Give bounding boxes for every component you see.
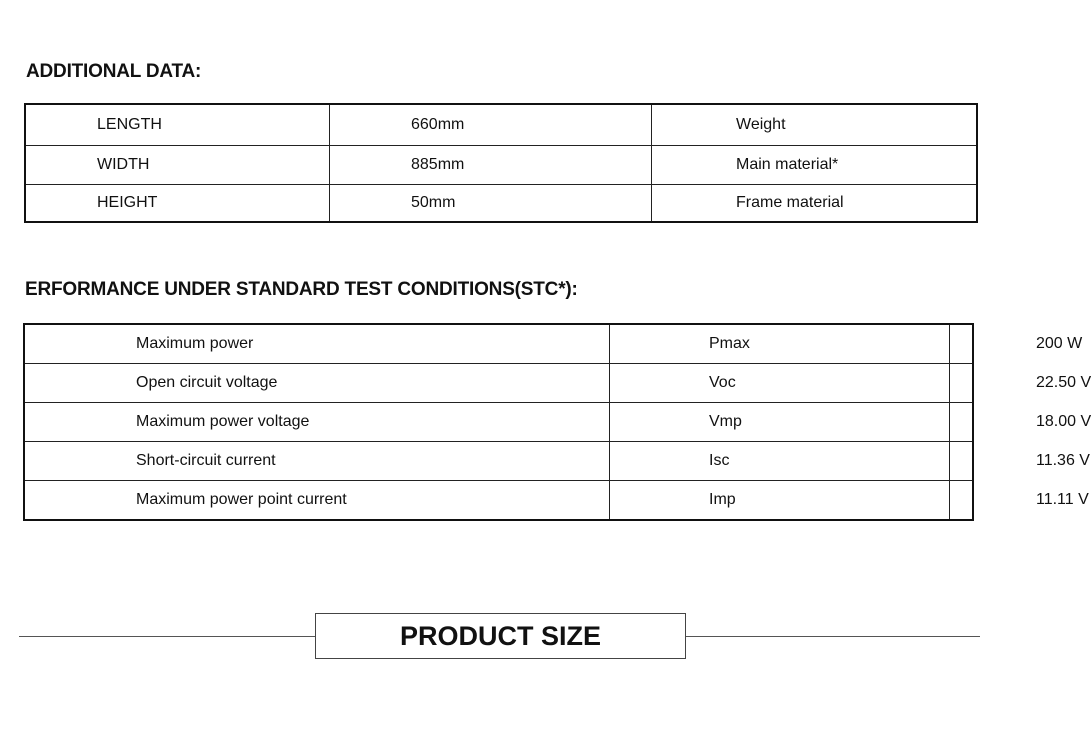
spec-value: 50mm (330, 185, 652, 223)
spec-label: HEIGHT (25, 185, 330, 223)
divider-line (685, 636, 980, 637)
spec-value: 885mm (330, 146, 652, 185)
table-row (24, 442, 973, 481)
table-row (24, 403, 973, 442)
parameter-value: 11.36 V (950, 442, 974, 481)
spec-label: WIDTH (25, 146, 330, 185)
spec-label: Main material* (652, 146, 977, 185)
table-row (25, 104, 977, 146)
parameter-name: Maximum power point current (24, 481, 610, 521)
parameter-name: Open circuit voltage (24, 364, 610, 403)
additional-data-table (24, 103, 978, 223)
table-row (24, 364, 973, 403)
product-size-banner: PRODUCT SIZE (315, 613, 686, 659)
parameter-value: 22.50 V (950, 364, 974, 403)
additional-data-heading: ADDITIONAL DATA: (26, 61, 202, 82)
parameter-name: Short-circuit current (24, 442, 610, 481)
table-row (25, 146, 977, 185)
table-row (24, 324, 973, 364)
parameter-symbol: Isc (610, 442, 950, 481)
spec-label: LENGTH (25, 104, 330, 146)
parameter-value: 11.11 V (950, 481, 974, 521)
divider-line (19, 636, 316, 637)
table-row (25, 185, 977, 223)
parameter-symbol: Vmp (610, 403, 950, 442)
performance-heading: ERFORMANCE UNDER STANDARD TEST CONDITIONS(STC*): (25, 279, 578, 300)
spec-label: Weight (652, 104, 977, 146)
parameter-symbol: Pmax (610, 324, 950, 364)
performance-table (23, 323, 1091, 521)
parameter-name: Maximum power (24, 324, 610, 364)
parameter-name: Maximum power voltage (24, 403, 610, 442)
table-row (24, 481, 973, 521)
parameter-value: 18.00 V (950, 403, 974, 442)
parameter-value: 200 W (950, 324, 974, 364)
parameter-symbol: Imp (610, 481, 950, 521)
spec-value: 660mm (330, 104, 652, 146)
parameter-symbol: Voc (610, 364, 950, 403)
spec-label: Frame material (652, 185, 977, 223)
